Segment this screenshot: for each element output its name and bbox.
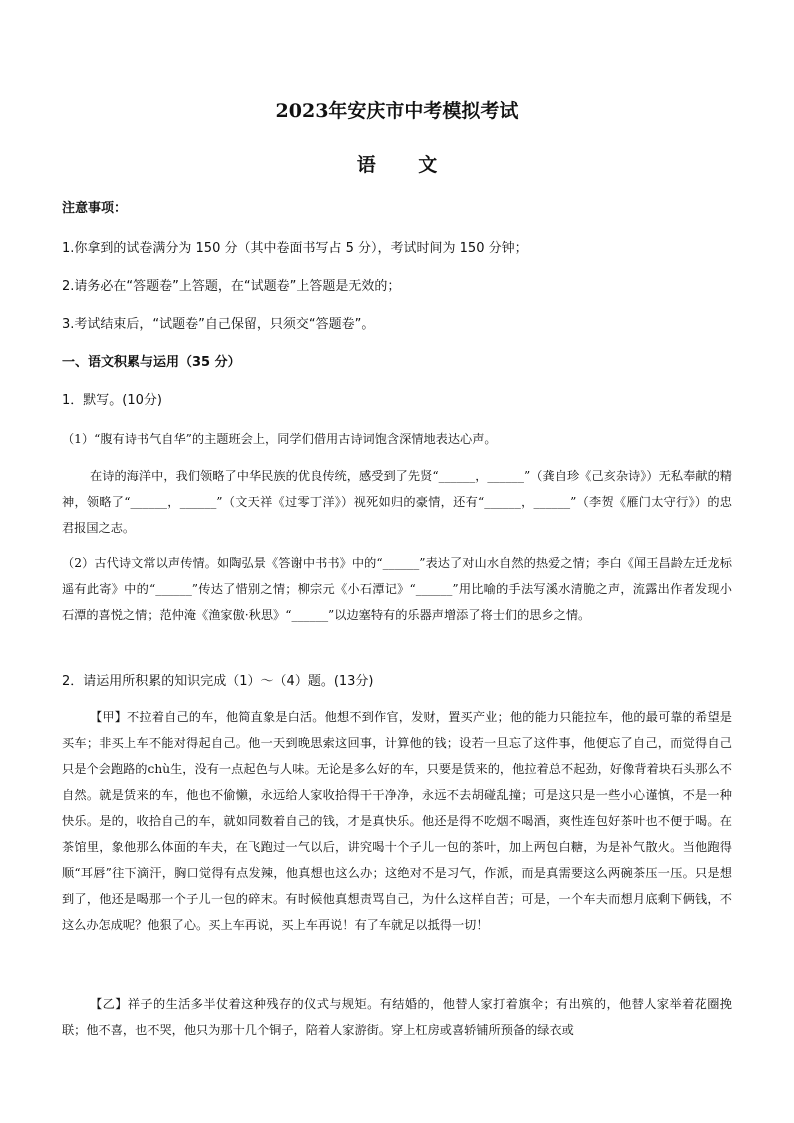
notice-item-1: 1.你拿到的试卷满分为 150 分（其中卷面书写占 5 分），考试时间为 150 分钟；: [62, 241, 528, 256]
question-1-label: 1．默写。(10分): [62, 393, 162, 408]
question-1-part-1-intro: （1）“腹有诗书气自华”的主题班会上，同学们借用古诗词饱含深情地表达心声。: [62, 432, 497, 446]
passage-yi: 【乙】祥子的生活多半仗着这种残存的仪式与规矩。有结婚的，他替人家打着旗伞；有出殡的，他替人家举着花圈挽联；他不喜，也不哭，他只为那十几个铜子，陪着人家游街。穿上杠房或喜轿铺所预备的绿衣或: [62, 997, 732, 1037]
question-1-part-1: [62, 426, 732, 452]
question-1-part-1-body: [62, 463, 732, 541]
passage-yi-block: [62, 991, 732, 1043]
subject-title: 语 文: [356, 154, 456, 176]
question-1-part-2: [62, 550, 732, 628]
notice-item-3: 3.考试结束后，“试题卷”自己保留，只须交“答题卷”。: [62, 317, 375, 332]
notice-item-2: 2.请务必在“答题卷”上答题，在“试题卷”上答题是无效的；: [62, 279, 401, 294]
section-heading: 一、语文积累与运用（35 分）: [62, 355, 241, 370]
notice-heading: 注意事项：: [62, 201, 128, 216]
question-1-part-1-text: 在诗的海洋中，我们领略了中华民族的优良传统，感受到了先贤“______，______”（龚自珍《己亥杂诗》）无私奉献的精神，领略了“______，______”（文天祥《过零丁洋》）视死如归的豪情，还有“______，______”（李贺《雁门太守行》）的忠君报国之志。: [62, 469, 732, 535]
passage-jia: 【甲】不拉着自己的车，他简直象是白活。他想不到作官，发财，置买产业；他的能力只能拉车，他的最可靠的希望是买车；非买上车不能对得起自己。他一天到晚思索这回事，计算他的钱；设若一旦忘了这件事，他便忘了自己，而觉得自己只是个会跑路的chù生，没有一点起色与人味。无论是多么好的车，只要是赁来的，他拉着总不起劲，好像背着块石头那么不自然。就是赁来的车，他也不偷懒，永远给人家收拾得干干净净，永远不去胡碰乱撞；可是这只是一些小心谨慎，不是一种快乐。是的，收拾自己的车，就如同数着自己的钱，才是真快乐。他还是得不吃烟不喝酒，爽性连包好茶叶也不便于喝。在茶馆里，象他那么体面的车夫，在飞跑过一气以后，讲究喝十个子儿一包的茶叶，加上两包白糖，为是补气散火。当他跑得顺“耳唇”往下滴汗，胸口觉得有点发辣，他真想也这么办；这绝对不是习气，作派，而是真需要这么两碗茶压一压。只是想到了，他还是喝那一个子儿一包的碎末。有时候他真想责骂自己，为什么这样自苦；可是，一个车夫而想月底剩下俩钱，不这么办怎成呢？他狠了心。买上车再说，买上车再说！有了车就足以抵得一切！: [62, 710, 732, 932]
passage-jia-block: [62, 704, 732, 938]
question-2-label: 2．请运用所积累的知识完成（1）～（4）题。(13分): [62, 674, 374, 689]
question-1-part-2-text: （2）古代诗文常以声传情。如陶弘景《答谢中书书》中的“______”表达了对山水自然的热爱之情；李白《闻王昌龄左迁龙标遥有此寄》中的“______”传达了惜别之情；柳宗元《小石潭记》“______”用比喻的手法写溪水清脆之声，流露出作者发现小石潭的喜悦之情；范仲淹《渔家傲·秋思》“______”以边塞特有的乐器声增添了将士们的思乡之情。: [62, 556, 732, 622]
exam-title: 2023年安庆市中考模拟考试: [275, 100, 519, 122]
